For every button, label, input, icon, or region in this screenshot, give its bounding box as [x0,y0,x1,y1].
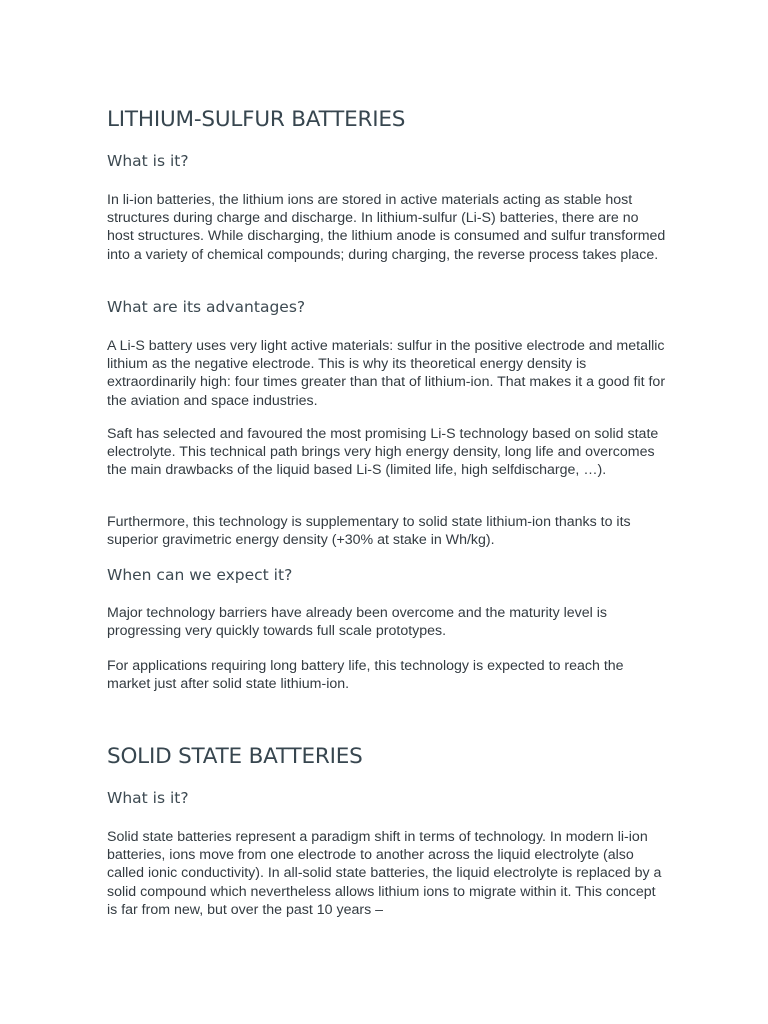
paragraph-saft-technology: Saft has selected and favoured the most promising Li-S technology based on solid state electrolyte. This technical path brings very high energy density, long life and overcomes the main drawbacks of the liquid based Li-S (limited life, high selfdischarge, …). [107,426,659,479]
paragraph-li-s-materials: A Li-S battery uses very light active materials: sulfur in the positive electrode and metallic lithium as the negative electrode. This is why its theoretical energy density is extraordinarily high: four times greater than that of lithium-ion. That makes it a good fit for the aviation and space industries. [107,338,666,409]
paragraph-solid-state-definition: Solid state batteries represent a paradigm shift in terms of technology. In modern li-ion batteries, ions move from one electrode to another across the liquid electrolyte (also called ionic conductivity). In all-solid state batteries, the liquid electrolyte is replaced by a solid compound which nevertheless allows lithium ions to migrate within it. This concept is far from new, but over the past 10 years – [107,829,662,918]
subheading-what-is-it: What is it? [107,789,189,807]
paragraph-energy-density: Furthermore, this technology is supplementary to solid state lithium-ion thanks to its superior gravimetric energy density (+30% at stake in Wh/kg). [107,514,631,549]
subheading-advantages: What are its advantages? [107,298,306,316]
paragraph-li-s-definition: In li-ion batteries, the lithium ions are stored in active materials acting as stable host structures during charge and discharge. In lithium-sulfur (Li-S) batteries, there are no host structures. While discharging, the lithium anode is consumed and sulfur transformed into a variety of chemical compounds; during charging, the reverse process takes place. [107,192,666,263]
subheading-what-is-it: What is it? [107,152,189,170]
paragraph-maturity: Major technology barriers have already been overcome and the maturity level is progressing very quickly towards full scale prototypes. [107,605,607,640]
section-title-solid-state: SOLID STATE BATTERIES [107,744,363,769]
paragraph-market-timing: For applications requiring long battery life, this technology is expected to reach the market just after solid state lithium-ion. [107,658,624,693]
section-title-lithium-sulfur: LITHIUM-SULFUR BATTERIES [107,107,406,132]
subheading-when-expect: When can we expect it? [107,566,293,584]
